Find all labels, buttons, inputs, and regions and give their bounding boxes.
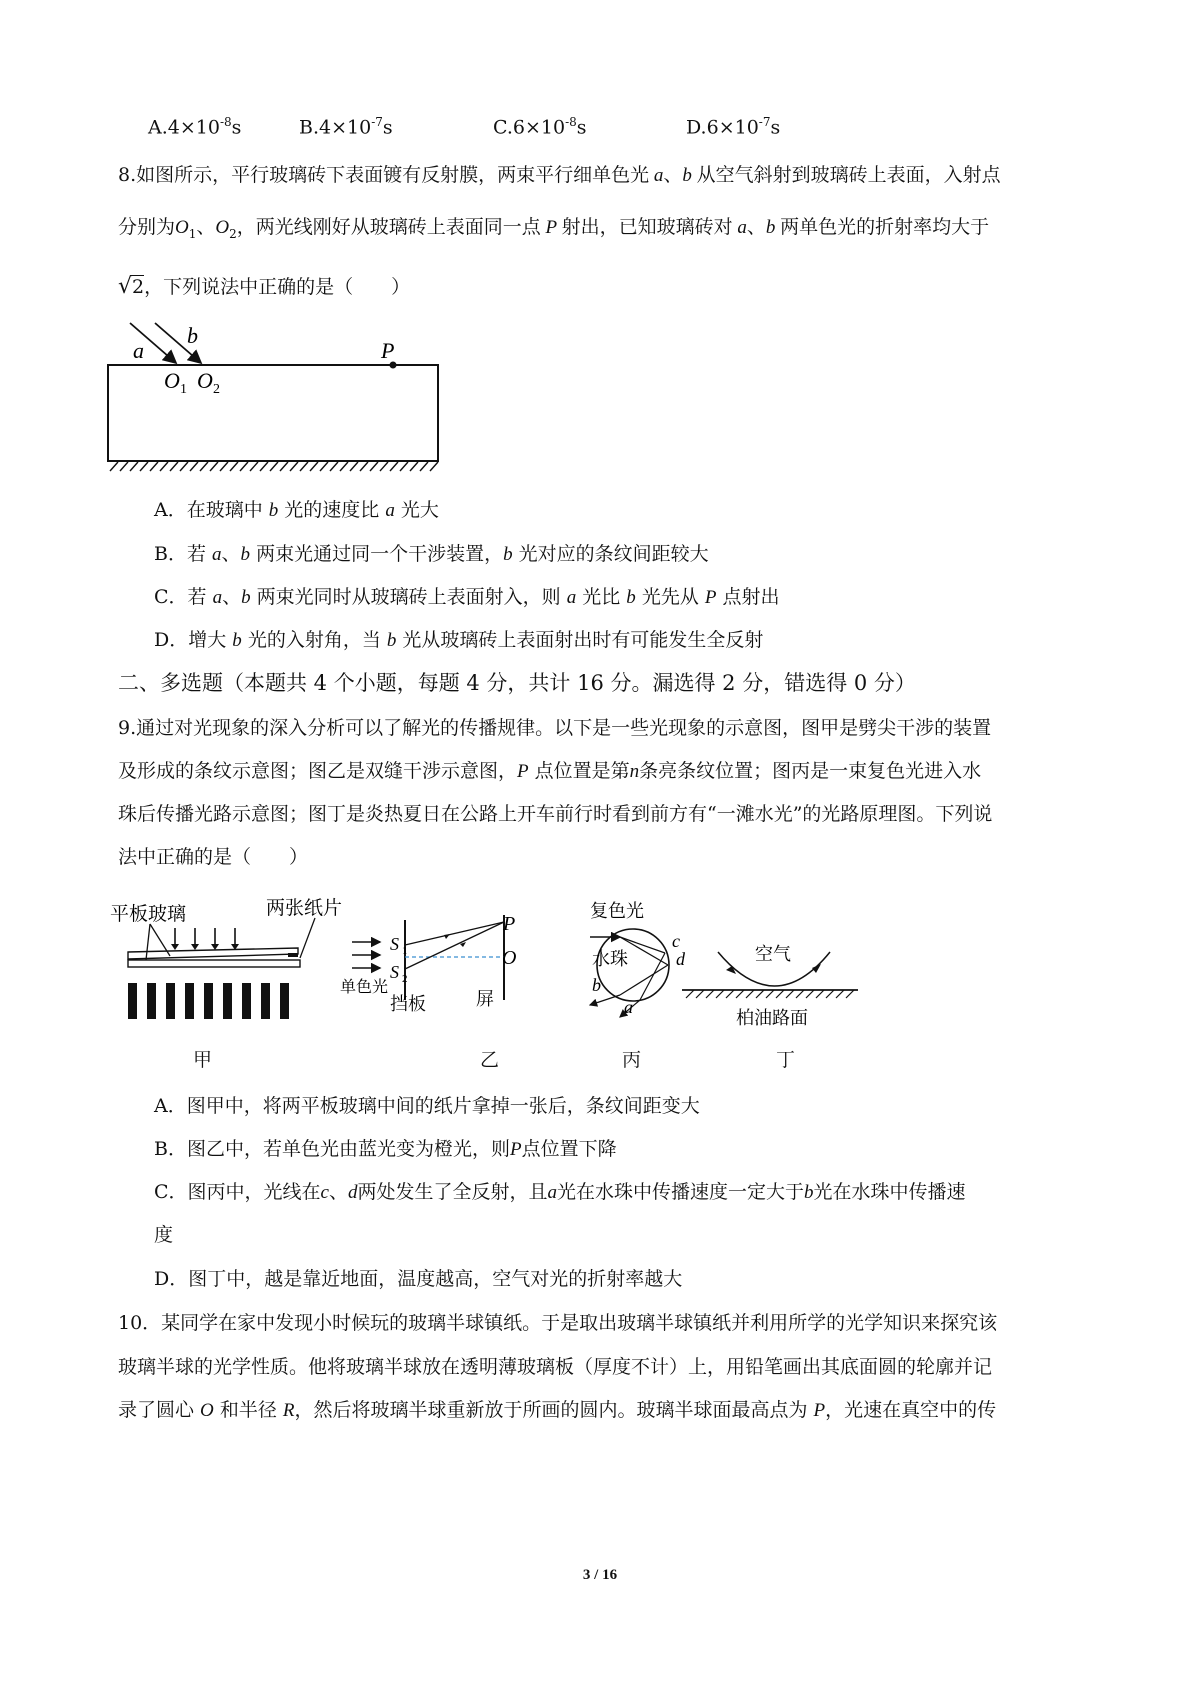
- label-baffle: 挡板: [390, 994, 426, 1015]
- label-flat-glass: 平板玻璃: [110, 903, 187, 925]
- caption-jia: 甲: [193, 1049, 213, 1071]
- q7-option-d: $D.6\times 10^{-7}s$: [686, 115, 781, 139]
- q10-stem-line2: 玻璃半球的光学性质。他将玻璃半球放在透明薄玻璃板（厚度不计）上，用铅笔画出其底面圆的轮廓并记: [118, 1356, 993, 1378]
- label-water-drop: 水珠: [592, 949, 628, 970]
- figure-yi-double-slit: [340, 900, 540, 1025]
- q9-option-a: A．图甲中，将两平板玻璃中间的纸片拿掉一张后，条纹间距变大: [154, 1095, 700, 1117]
- label-s1-sub: 1: [402, 945, 408, 957]
- q10-stem-line3: 录了圆心 O 和半径 R，然后将玻璃半球重新放于所画的圆内。玻璃半球面最高点为 P，光速在真空中的传: [118, 1399, 997, 1421]
- q10-stem-line1: 10．某同学在家中发现小时候玩的玻璃半球镇纸。于是取出玻璃半球镇纸并利用所学的光学知识来探究该: [118, 1312, 998, 1334]
- label-o1-sub: 1: [180, 382, 187, 397]
- q9-option-c-line2: 度: [154, 1224, 174, 1246]
- label-a: a: [133, 338, 144, 363]
- label-o: O: [502, 947, 517, 969]
- q8-option-a: A．在玻璃中 b 光的速度比 a 光大: [154, 499, 439, 521]
- section-heading: 二、多选题（本题共 4 个小题，每题 4 分，共计 16 分。漏选得 2 分，错选得 0 分）: [118, 671, 916, 695]
- label-o2: O: [197, 368, 213, 393]
- q8-option-b: B．若 a、b 两束光通过同一个干涉装置，b 光对应的条纹间距较大: [154, 543, 709, 565]
- q9-stem-line4: 法中正确的是（ ）: [118, 846, 309, 868]
- q9-option-d: D．图丁中，越是靠近地面，温度越高，空气对光的折射率越大: [154, 1268, 683, 1290]
- caption-bing: 丙: [622, 1049, 642, 1071]
- q8-option-c: C．若 a、b 两束光同时从玻璃砖上表面射入，则 a 光比 b 光先从 P 点射出: [154, 586, 780, 608]
- q8-stem-line2: 分别为$O_1$、$O_2$，两光线刚好从玻璃砖上表面同一点 P 射出，已知玻璃砖对 a、b 两单色光的折射率均大于: [118, 216, 990, 241]
- label-s2-sub: 2: [402, 973, 408, 985]
- label-s1: S: [390, 934, 399, 954]
- label-b: b: [592, 975, 601, 995]
- q8-stem-line3: √2，下列说法中正确的是（ ）: [118, 274, 411, 299]
- page-number: 3 / 16: [582, 1567, 618, 1583]
- label-a: a: [624, 997, 633, 1017]
- caption-ding: 丁: [776, 1049, 796, 1071]
- q8-option-d: D．增大 b 光的入射角，当 b 光从玻璃砖上表面射出时有可能发生全反射: [154, 629, 764, 651]
- label-s2: S: [390, 962, 399, 982]
- sqrt-symbol: √: [118, 274, 133, 299]
- q9-stem-line1: 9.通过对光现象的深入分析可以了解光的传播规律。以下是一些光现象的示意图，图甲是劈尖干涉的装置: [118, 717, 992, 739]
- q7-option-a: $A.4\times 10^{-8}s$: [148, 115, 242, 139]
- q7-option-b: $B.4\times 10^{-7}s$: [299, 115, 393, 139]
- q9-stem-line3: 珠后传播光路示意图；图丁是炎热夏日在公路上开车前行时看到前方有“一滩水光”的光路原理图。下列说: [118, 803, 993, 825]
- q7-option-c: $C.6\times 10^{-8}s$: [493, 115, 587, 139]
- q9-stem-line2: 及形成的条纹示意图；图乙是双缝干涉示意图，P 点位置是第n条亮条纹位置；图丙是一束复色光进入水: [118, 760, 982, 782]
- label-c: c: [672, 931, 680, 951]
- label-b: b: [187, 323, 198, 348]
- label-air: 空气: [755, 944, 791, 965]
- figure-ding-mirage: [680, 930, 870, 1030]
- q8-glass-brick-figure: [100, 315, 450, 475]
- q9-option-c-line1: C．图丙中，光线在c、d两处发生了全反射，且a光在水珠中传播速度一定大于b光在水珠中传播速: [154, 1181, 966, 1203]
- label-screen: 屏: [476, 989, 494, 1010]
- label-o2-sub: 2: [213, 382, 220, 397]
- q8-stem-line1: 8.如图所示，平行玻璃砖下表面镀有反射膜，两束平行细单色光 a、b 从空气斜射到玻璃砖上表面，入射点: [118, 164, 1001, 186]
- label-o1: O: [164, 368, 180, 393]
- label-monochromatic-light: 单色光: [340, 977, 389, 996]
- q9-option-b: B．图乙中，若单色光由蓝光变为橙光，则P点位置下降: [154, 1138, 617, 1160]
- label-two-papers: 两张纸片: [266, 897, 343, 919]
- caption-yi: 乙: [480, 1049, 500, 1071]
- label-asphalt-road: 柏油路面: [736, 1008, 808, 1029]
- label-d: d: [676, 949, 685, 969]
- label-p: P: [503, 913, 516, 935]
- label-composite-light: 复色光: [590, 901, 644, 922]
- label-p: P: [381, 338, 395, 363]
- figure-jia-wedge-interference: [110, 890, 343, 1030]
